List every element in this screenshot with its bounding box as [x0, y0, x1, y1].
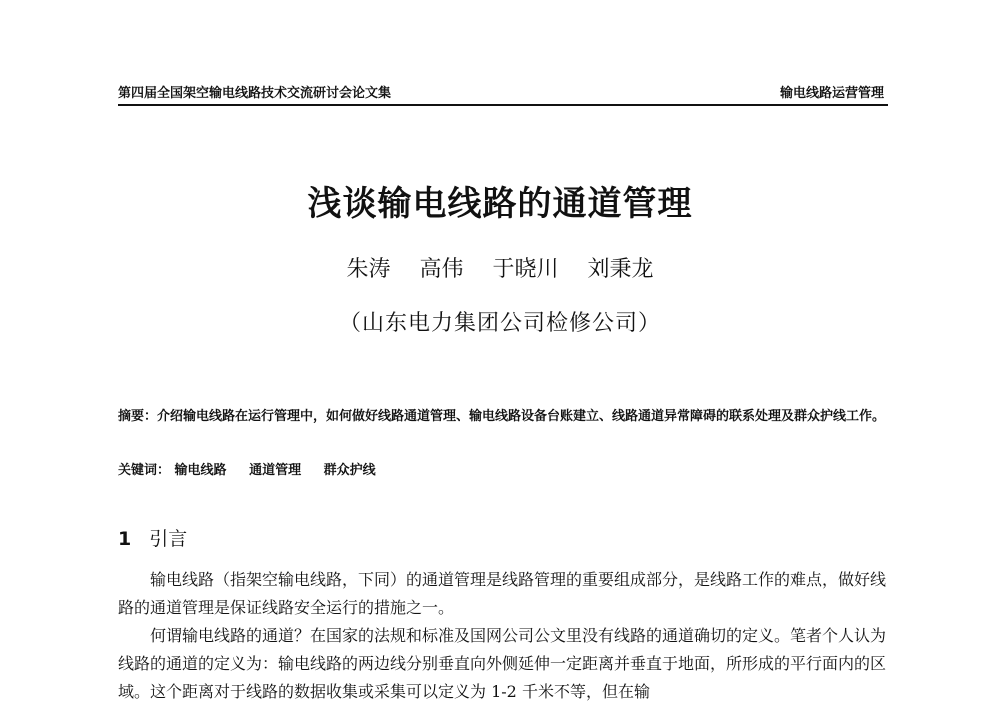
keywords-label: 关键词： — [118, 463, 171, 478]
abstract-text: 介绍输电线路在运行管理中，如何做好线路通道管理、输电线路设备台账建立、线路通道异常障碍的联系处理及群众护线工作。 — [157, 409, 886, 424]
keywords — [118, 459, 394, 482]
author-list — [0, 252, 1000, 283]
section-heading — [118, 524, 187, 551]
section-title: 引言 — [149, 528, 188, 550]
paragraph: 输电线路（指架空输电线路，下同）的通道管理是线路管理的重要组成部分，是线路工作的难点，做好线路的通道管理是保证线路安全运行的措施之一。 — [118, 570, 887, 617]
section-number: 1 — [118, 528, 132, 550]
paragraph: 何谓输电线路的通道？在国家的法规和标准及国网公司公文里没有线路的通道确切的定义。笔者个人认为线路的通道的定义为：输电线路的两边线分别垂直向外侧延伸一定距离并垂直于地面，所形成的平行面内的区域。这个距离对于线路的数据收集或采集可以定义为 1-2 千米不等，但在输 — [118, 626, 887, 701]
affiliation: （山东电力集团公司检修公司） — [338, 311, 661, 336]
keyword: 输电线路 — [174, 463, 227, 478]
body-text — [118, 566, 886, 706]
author-name: 于晓川 — [492, 257, 559, 282]
author-name: 朱涛 — [346, 257, 391, 282]
abstract-label: 摘要： — [118, 409, 158, 424]
author-name: 刘秉龙 — [587, 257, 654, 282]
author-name: 高伟 — [419, 257, 464, 282]
running-header — [118, 82, 888, 106]
keyword: 群众护线 — [323, 463, 376, 478]
header-proceedings-title: 第四届全国架空输电线路技术交流研讨会论文集 — [118, 86, 392, 101]
header-section-name: 输电线路运营管理 — [779, 86, 884, 101]
keyword: 通道管理 — [249, 463, 302, 478]
abstract — [118, 405, 888, 428]
paper-title: 浅谈输电线路的通道管理 — [307, 184, 693, 224]
